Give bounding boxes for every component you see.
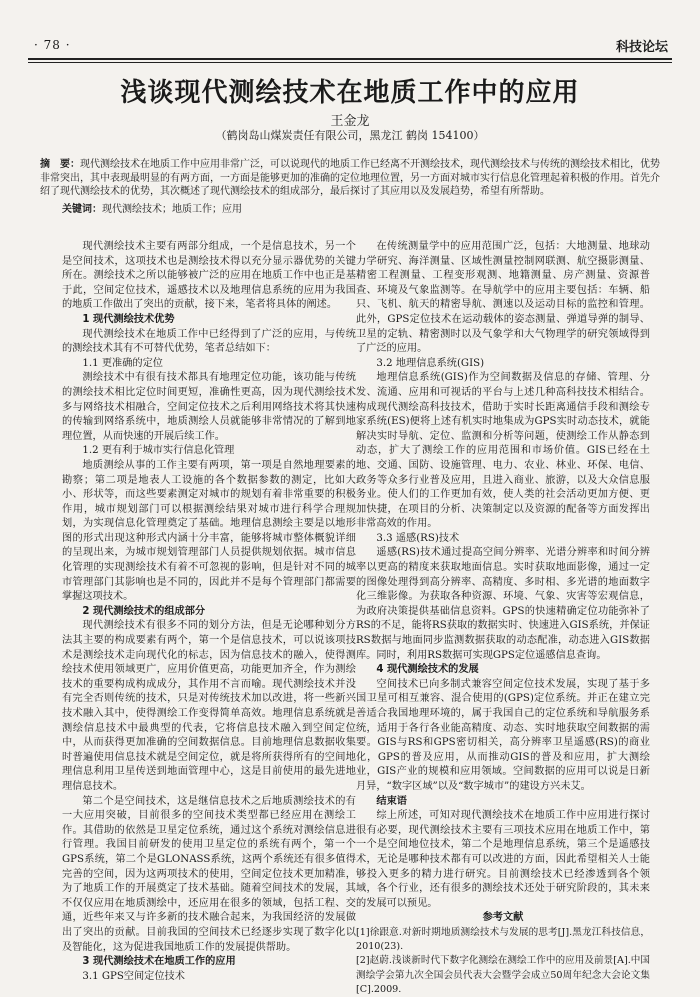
subsection-heading: 1.2 更有利于城市实行信息化管理 — [82, 445, 235, 457]
subsection-heading: 3.2 地理信息系统(GIS) — [376, 357, 485, 369]
references-heading: 参考文献 — [482, 912, 524, 924]
abstract-label: 摘 要： — [40, 159, 80, 170]
left-column — [62, 240, 356, 984]
affiliation: （鹤岗岛山煤炭责任有限公司，黑龙江 鹤岗 154100） — [215, 129, 485, 142]
paragraph: 空间技术已向多制式兼容空间定位技术发展，实现了基于多国卫星可相互兼容、混合使用的(GPS)定位系统。并正在建立完善适合我国地理环境的，属于我国自己的定位系统和导航服务系统，适用于各行各业能高精度、动态、实时地获取空间数据的需要。GIS与RS和GPS密切相关，高分辨率卫星遥感(RS)的商业化，GPS的普及应用，从而推动GIS的普及和应用，扩大测绘业，GIS产业的规模和应用领域。空间数据的应用可以说是日新月异，“数字区域”以及“数字城市”的建设方兴未艾。 — [356, 678, 650, 792]
subsection-heading: 1.1 更准确的定位 — [82, 357, 163, 369]
paragraph: 现代测绘技术在地质工作中已经得到了广泛的应用，与传统的测绘技术其有不可替代优势，笔者总结如下： — [62, 328, 356, 355]
paragraph: 地质测绘从事的工作主要有两项，第一项是自然地理要素的勘察；第二项是地表人工设施的各个数据参数的测定，比如大小、形状等，而这些要素测定对城市的规划有着非常重要的积极作用，城市规划部门可以根据测绘结果对城市进行科学合理规划，为实现信息化管理奠定了基础。地理信息测绘主要是以地形图的形式出现这种形式内涵十分丰富，能够将城市整体概貌详细的呈现出来，为城市规划管理部门人员提供规划依据。城市信息化管理的实现测绘技术有着不可忽视的影响，但是针对不同的城市管理部门其影响也是不同的，因此并不是每个管理部门都需要掌握这项技术。 — [62, 459, 356, 603]
paragraph: 地理信息系统(GIS)作为空间数据及信息的存储、管理、分发、流通、应用和可视话的平台与上述几种高科技技术相结合。构成现代测绘高科技技术，借助于实时长距离通信手段和测绘专家系统(ES)便将上述有机实时地集成为GPS实时动态技术，就能解决实时导航、定位、监测和分析等问题，使测绘工作从静态到动态，扩大了测绘工作的应用范围和市场价值。GIS已经在土地、交通、国防、设施管理、电力、农业、林业、环保、电信、政务等众多行业普及应用，且进入商业、旅游，以及大众信息服务业。使人们的工作更加有效，使人类的社会活动更加方便、更加快捷，在项目的分析、决策制定以及资源的配备等方面发挥出非常高效的作用。 — [356, 372, 650, 530]
header-rule-thin — [28, 62, 672, 63]
conclusion-heading: 结束语 — [376, 795, 407, 807]
reference-item: [2]赵蔚.浅谈新时代下数字化测绘在测绘工作中的应用及前景[A].中国测绘学会第九次全国会员代表大会暨学会成立50周年纪念大会论文集[C].2009. — [356, 955, 650, 995]
paragraph: 综上所述，可知对现代测绘技术在地质工作中应用进行探讨很有必要，现代测绘技术主要有三项技术应用在地质工作中，第一个是空间地位技术，第二个是地理信息系统，第三个是遥感技术，无论是哪种技术都有可以改进的方面，因此希望相关人士能够投入更多的精力进行研究。目前测绘技术已经渗透到各个领域，各个行业，还有很多的测绘技术还处于研究阶段的，其未来的发展可以预见。 — [356, 810, 650, 909]
subsection-heading: 3.1 GPS空间定位技术 — [82, 970, 185, 982]
keywords-text: 现代测绘技术；地质工作；应用 — [102, 204, 242, 215]
paragraph: 第二个是空间技术，这是继信息技术之后地质测绘技术的有一大应用突破，目前很多的空间技术类型都已经应用在测绘工作。其借助的依然是卫星定位系统，通过这个系统对测绘信息进行管理。我国目前研发的使用卫星定位的系统有两个，第一个GPS系统，第二个是GLONASS系统，这两个系统还有很多值得完善的空间，因为这两项技术的使用，空间定位技术更加精准，为了地质工作的开展奠定了技术基础。随着空间技术的发展，其不仅仅应用在地质测绘中，还应用在很多的领域，包括工程、交通，近些年来又与许多新的技术融合起来，为我国经济的发展做出了突出的贡献。目前我国的空间技术已经逐步实现了数字化以及智能化，这为促进我国地质工作的发展提供帮助。 — [62, 795, 356, 953]
running-header — [28, 36, 672, 58]
section-heading: 3 现代测绘技术在地质工作的应用 — [82, 956, 236, 968]
author: 王金龙 — [330, 114, 370, 129]
page-number: · 78 · — [34, 38, 71, 52]
paragraph: 测绘技术中有很有技术都具有地理定位功能，该功能与传统的测绘技术相比定位时间更短，准确性更高，因为现代测绘技术多与网络技术相融合，空间定位技术之后利用网络技术将其快速的传输到网络系统中，地质测绘人员就能够非常情况的了解到地理位置，从而快速的开展后续工作。 — [62, 372, 356, 442]
abstract-text: 现代测绘技术在地质工作中应用非常广泛，可以说现代的地质工作已经离不开测绘技术，现代测绘技术与传统的测绘技术相比，优势非常突出，其中表现最明显的有两方面，一方面是能够更加的准确的定位地理位置，另一方面对城市实行信息化管理起着积极的作用。首先介绍了现代测绘技术的优势，其次概述了现代测绘技术的组成部分，最后探讨了其应用以及发展趋势，希望有所帮助。 — [40, 159, 660, 197]
abstract — [40, 158, 660, 199]
header-rule-thick — [28, 58, 672, 60]
journal-section: 科技论坛 — [615, 40, 668, 55]
paragraph: 遥感(RS)技术通过提高空间分辨率、光谱分辨率和时间分辨率以更高的精度来获取地面信息。实时获取地面影像，通过一定的图像处理得到高分辨率、高精度、多时相、多光谱的地面数字化三维影像。为获取各种资源、环境、气象、灾害等宏观信息，为政府决策提供基础信息资料。GPS的快速精确定位功能弥补了RS的不足，能将RS获取的数据实时、快速进入GIS系统，并保证RS数据与地面同步监测数据获取的动态配准，动态进入GIS数据库。同时，利用RS数据可实现GPS定位遥感信息查询。 — [356, 547, 650, 661]
section-heading: 1 现代测绘技术优势 — [82, 313, 175, 325]
article-title: 浅谈现代测绘技术在地质工作中的应用 — [120, 78, 580, 108]
paragraph: 现代测绘技术主要有两部分组成，一个是信息技术，另一个是空间技术，这项技术也是测绘技术得以充分显示器优势的关键所在。测绘技术之所以能够被广泛的应用在地质工作中也正是基于此，空间定位技术，遥感技术以及地理信息系统的应用为我国的地质工作做出了突出的贡献，接下来，笔者将具体的阐述。 — [62, 241, 356, 311]
right-column — [356, 240, 650, 997]
keywords — [62, 203, 660, 216]
reference-item: [1]徐跟意.对新时期地质测绘技术与发展的思考[J].黑龙江科技信息，2010(23). — [356, 926, 650, 953]
paragraph: 在传统测量学中的应用范围广泛，包括：大地测量、地球动力学研究、海洋测量、区域性测量控制网联测、航空摄影测量、精密工程测量、工程变形观测、地籍测量、房产测量、资源普查、环境及气象监测等。在导航学中的应用主要包括：车辆、船只、飞机、航天的精密导航、测速以及运动目标的监控和管理。此外，GPS定位技术在运动载体的姿态测量、弹道导弹的制导、卫星的定轨、精密测时以及气象学和大气物理学的研究领域得到了广泛的应用。 — [356, 241, 650, 355]
section-heading: 2 现代测绘技术的组成部分 — [82, 605, 206, 617]
section-heading: 4 现代测绘技术的发展 — [376, 664, 479, 676]
paragraph: 现代测绘技术有很多不同的划分方法，但是无论哪种划分方法其主要的构成要素有两个，第一个是信息技术，可以说该项技术是测绘技术走向现代化的标志，因为信息技术的融入，使得测绘技术使用领域更广，应用价值更高，功能更加齐全，作为测绘技术的重要构成构成成分，其作用不言而喻。现代测绘技术并没有完全否则传统的技术，只是对传统技术加以改进，将一些新兴技术融入其中，使得测绘工作变得简单高效。地理信息系统就是测绘信息技术中最典型的代表，它将信息技术融入到空间定位中，从而获得更加准确的空间数据信息。目前地理信息数据收集时普遍使用信息技术就是空间定位，就是将所获得所有的空间地理信息利用卫星传送到地面管理中心，这是目前使用的最先进地理信息技术。 — [62, 620, 356, 792]
subsection-heading: 3.3 遥感(RS)技术 — [376, 532, 460, 544]
keywords-label: 关键词： — [62, 204, 102, 215]
